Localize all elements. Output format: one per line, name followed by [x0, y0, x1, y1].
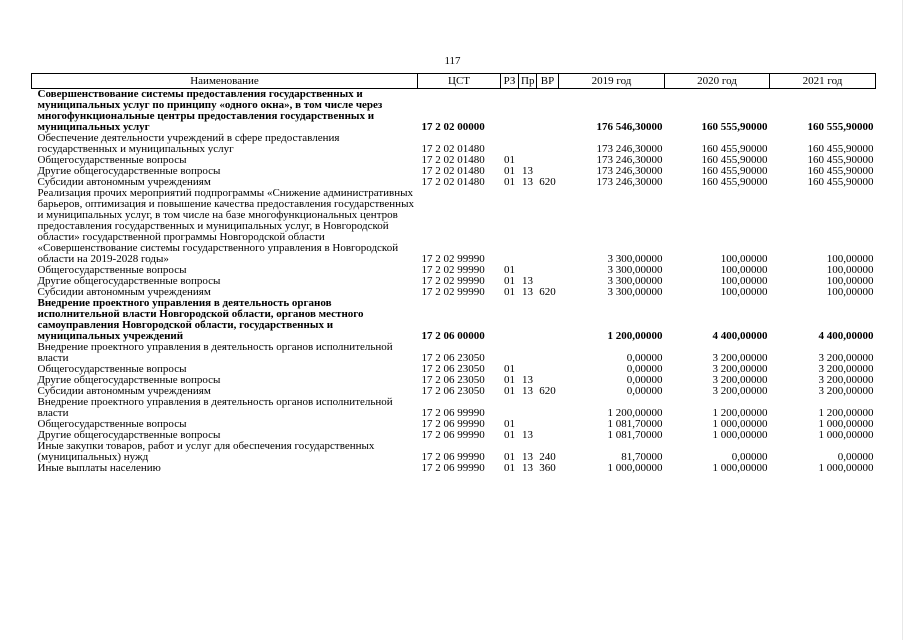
- row-rz: 01: [504, 286, 515, 298]
- row-name: Обеспечение деятельности учреждений в сфере предоставления государственных и муниципальных услуг: [37, 132, 340, 155]
- row-rz: 01: [504, 363, 515, 375]
- row-2020: 3 200,00000: [712, 352, 768, 364]
- row-2021: 100,00000: [826, 264, 874, 276]
- header-2020: 2020 год: [665, 74, 770, 89]
- row-rz: 01: [504, 374, 515, 386]
- header-2021: 2021 год: [770, 74, 876, 89]
- row-name: Субсидии автономным учреждениям: [37, 176, 211, 188]
- row-name: Общегосударственные вопросы: [37, 154, 187, 166]
- row-pr: 13: [522, 165, 533, 177]
- row-vr: [537, 364, 559, 375]
- row-vr: [537, 430, 559, 441]
- row-2020: 160 455,90000: [701, 154, 768, 166]
- row-pr: 13: [522, 451, 533, 463]
- row-2021: 160 555,90000: [807, 121, 874, 133]
- row-cst: 17 2 06 99990: [421, 429, 485, 441]
- table-row: [32, 441, 876, 463]
- row-2021: 1 000,00000: [818, 429, 874, 441]
- row-vr: 240: [539, 451, 556, 463]
- row-rz: 01: [504, 429, 515, 441]
- row-vr: 620: [539, 286, 556, 298]
- row-pr: [519, 133, 537, 155]
- row-2019: 176 546,30000: [596, 121, 663, 133]
- row-2019: 1 081,70000: [607, 418, 663, 430]
- row-cst: 17 2 06 23050: [421, 352, 485, 364]
- table-row: [32, 89, 876, 134]
- row-name: Реализация прочих мероприятий подпрограммы «Снижение административных барьеров, оптимизация и повышение качества предоставления государственных и муниципальных услуг, в том числе на базе многофункциональных центров предоставления государственных и муниципальных услуг, в Новгородской области» государственной программы Новгородской области «Совершенствование системы государственного управления в Новгородской области на 2019-2028 годы»: [37, 187, 414, 265]
- table-row: [32, 342, 876, 364]
- row-cst: 17 2 02 01480: [421, 143, 485, 155]
- page-number: 117: [444, 55, 461, 67]
- row-rz: [501, 298, 519, 342]
- row-2019: 173 246,30000: [596, 176, 663, 188]
- table-header: [32, 74, 876, 89]
- row-2021: 160 455,90000: [807, 143, 874, 155]
- row-name: Общегосударственные вопросы: [37, 264, 187, 276]
- row-2021: 3 200,00000: [818, 363, 874, 375]
- row-rz: [501, 89, 519, 134]
- row-cst: 17 2 02 01480: [421, 176, 485, 188]
- row-pr: 13: [522, 286, 533, 298]
- row-pr: [519, 397, 537, 419]
- row-pr: 13: [522, 374, 533, 386]
- row-name: Иные выплаты населению: [37, 462, 161, 474]
- row-2020: 160 455,90000: [701, 143, 768, 155]
- row-2020: 100,00000: [720, 253, 768, 265]
- row-2021: 1 200,00000: [818, 407, 874, 419]
- row-2019: 1 200,00000: [607, 330, 663, 342]
- row-2020: 100,00000: [720, 275, 768, 287]
- row-cst: 17 2 06 23050: [421, 363, 485, 375]
- row-rz: 01: [504, 154, 515, 166]
- row-cst: 17 2 02 01480: [421, 154, 485, 166]
- row-name: Субсидии автономным учреждениям: [37, 385, 211, 397]
- row-2019: 0,00000: [626, 385, 663, 397]
- row-2021: 1 000,00000: [818, 462, 874, 474]
- row-name: Другие общегосударственные вопросы: [37, 275, 221, 287]
- row-2019: 0,00000: [626, 352, 663, 364]
- row-cst: 17 2 06 99990: [421, 462, 485, 474]
- row-vr: [537, 89, 559, 134]
- row-pr: [519, 188, 537, 265]
- row-pr: [519, 342, 537, 364]
- table-row: [32, 298, 876, 342]
- row-cst: 17 2 06 23050: [421, 374, 485, 386]
- row-name: Общегосударственные вопросы: [37, 418, 187, 430]
- row-2020: 100,00000: [720, 264, 768, 276]
- header-vr: ВР: [537, 74, 559, 89]
- row-2021: 3 200,00000: [818, 385, 874, 397]
- row-2020: 3 200,00000: [712, 363, 768, 375]
- row-2020: 3 200,00000: [712, 385, 768, 397]
- row-name: Другие общегосударственные вопросы: [37, 429, 221, 441]
- row-rz: 01: [504, 165, 515, 177]
- row-2020: 1 000,00000: [712, 462, 768, 474]
- row-2021: 100,00000: [826, 286, 874, 298]
- row-2020: 160 455,90000: [701, 176, 768, 188]
- row-2021: 3 200,00000: [818, 374, 874, 386]
- row-2020: 1 000,00000: [712, 418, 768, 430]
- row-2020: 160 455,90000: [701, 165, 768, 177]
- row-2019: 1 200,00000: [607, 407, 663, 419]
- row-pr: 13: [522, 176, 533, 188]
- row-cst: 17 2 06 99990: [421, 418, 485, 430]
- row-2021: 100,00000: [826, 275, 874, 287]
- row-rz: [501, 133, 519, 155]
- row-name: Совершенствование системы предоставления государственных и муниципальных услуг по принципу «одного окна», в том числе через многофункциональные центры предоставления государственных и муниципальных услуг: [37, 88, 383, 133]
- row-rz: [501, 342, 519, 364]
- header-2019: 2019 год: [559, 74, 665, 89]
- header-rz: РЗ: [501, 74, 519, 89]
- row-rz: 01: [504, 418, 515, 430]
- budget-table: [31, 73, 876, 474]
- row-vr: [537, 397, 559, 419]
- row-cst: 17 2 06 23050: [421, 385, 485, 397]
- row-vr: [537, 155, 559, 166]
- table-row: [32, 133, 876, 155]
- row-2019: 0,00000: [626, 363, 663, 375]
- row-cst: 17 2 02 00000: [421, 121, 485, 133]
- row-vr: [537, 298, 559, 342]
- row-2019: 3 300,00000: [607, 286, 663, 298]
- row-2021: 160 455,90000: [807, 165, 874, 177]
- row-name: Внедрение проектного управления в деятельность органов исполнительной власти: [37, 396, 393, 419]
- row-2019: 173 246,30000: [596, 143, 663, 155]
- row-vr: 620: [539, 176, 556, 188]
- row-pr: [519, 298, 537, 342]
- row-rz: 01: [504, 275, 515, 287]
- row-vr: [537, 133, 559, 155]
- row-vr: [537, 419, 559, 430]
- row-2020: 3 200,00000: [712, 374, 768, 386]
- scan-edge-line: [902, 0, 903, 640]
- row-2019: 3 300,00000: [607, 275, 663, 287]
- row-cst: 17 2 02 99990: [421, 253, 485, 265]
- row-name: Другие общегосударственные вопросы: [37, 165, 221, 177]
- table-row: [32, 463, 876, 474]
- row-rz: 01: [504, 451, 515, 463]
- row-2019: 173 246,30000: [596, 154, 663, 166]
- row-vr: 360: [539, 462, 556, 474]
- row-2021: 100,00000: [826, 253, 874, 265]
- row-name: Другие общегосударственные вопросы: [37, 374, 221, 386]
- row-cst: 17 2 02 01480: [421, 165, 485, 177]
- row-2021: 3 200,00000: [818, 352, 874, 364]
- row-cst: 17 2 06 00000: [421, 330, 485, 342]
- row-name: Субсидии автономным учреждениям: [37, 286, 211, 298]
- row-cst: 17 2 06 99990: [421, 451, 485, 463]
- row-rz: 01: [504, 385, 515, 397]
- table-row: [32, 397, 876, 419]
- row-2021: 1 000,00000: [818, 418, 874, 430]
- header-name: Наименование: [32, 74, 418, 89]
- row-vr: [537, 342, 559, 364]
- row-2019: 1 000,00000: [607, 462, 663, 474]
- row-2020: 1 200,00000: [712, 407, 768, 419]
- row-rz: [501, 397, 519, 419]
- row-cst: 17 2 02 99990: [421, 264, 485, 276]
- row-2019: 1 081,70000: [607, 429, 663, 441]
- row-2021: 160 455,90000: [807, 176, 874, 188]
- header-pr: Пр: [519, 74, 537, 89]
- row-2019: 3 300,00000: [607, 264, 663, 276]
- row-pr: 13: [522, 275, 533, 287]
- row-name: Иные закупки товаров, работ и услуг для обеспечения государственных (муниципальных) нужд: [37, 440, 375, 463]
- row-2021: 4 400,00000: [818, 330, 874, 342]
- row-2019: 3 300,00000: [607, 253, 663, 265]
- row-rz: [501, 188, 519, 265]
- row-cst: 17 2 02 99990: [421, 286, 485, 298]
- row-2019: 81,70000: [621, 451, 663, 463]
- row-2020: 4 400,00000: [712, 330, 768, 342]
- row-pr: 13: [522, 385, 533, 397]
- row-2020: 160 555,90000: [701, 121, 768, 133]
- row-cst: 17 2 02 99990: [421, 275, 485, 287]
- row-vr: [537, 188, 559, 265]
- row-rz: 01: [504, 176, 515, 188]
- table-row: [32, 188, 876, 265]
- row-pr: [519, 89, 537, 134]
- row-2019: 0,00000: [626, 374, 663, 386]
- row-vr: 620: [539, 385, 556, 397]
- row-rz: 01: [504, 462, 515, 474]
- row-name: Внедрение проектного управления в деятельность органов исполнительной власти Новгородской области, органов местного самоуправления Новгородской области, государственных и муниципальных учреждений: [37, 297, 364, 342]
- row-cst: 17 2 06 99990: [421, 407, 485, 419]
- row-name: Внедрение проектного управления в деятельность органов исполнительной власти: [37, 341, 393, 364]
- row-2020: 1 000,00000: [712, 429, 768, 441]
- row-pr: 13: [522, 429, 533, 441]
- row-name: Общегосударственные вопросы: [37, 363, 187, 375]
- row-2020: 0,00000: [731, 451, 768, 463]
- row-rz: 01: [504, 264, 515, 276]
- row-2020: 100,00000: [720, 286, 768, 298]
- row-vr: [537, 265, 559, 276]
- row-pr: 13: [522, 462, 533, 474]
- table-body: [32, 89, 876, 475]
- row-2021: 0,00000: [837, 451, 874, 463]
- header-cst: ЦСТ: [418, 74, 501, 89]
- row-2021: 160 455,90000: [807, 154, 874, 166]
- row-2019: 173 246,30000: [596, 165, 663, 177]
